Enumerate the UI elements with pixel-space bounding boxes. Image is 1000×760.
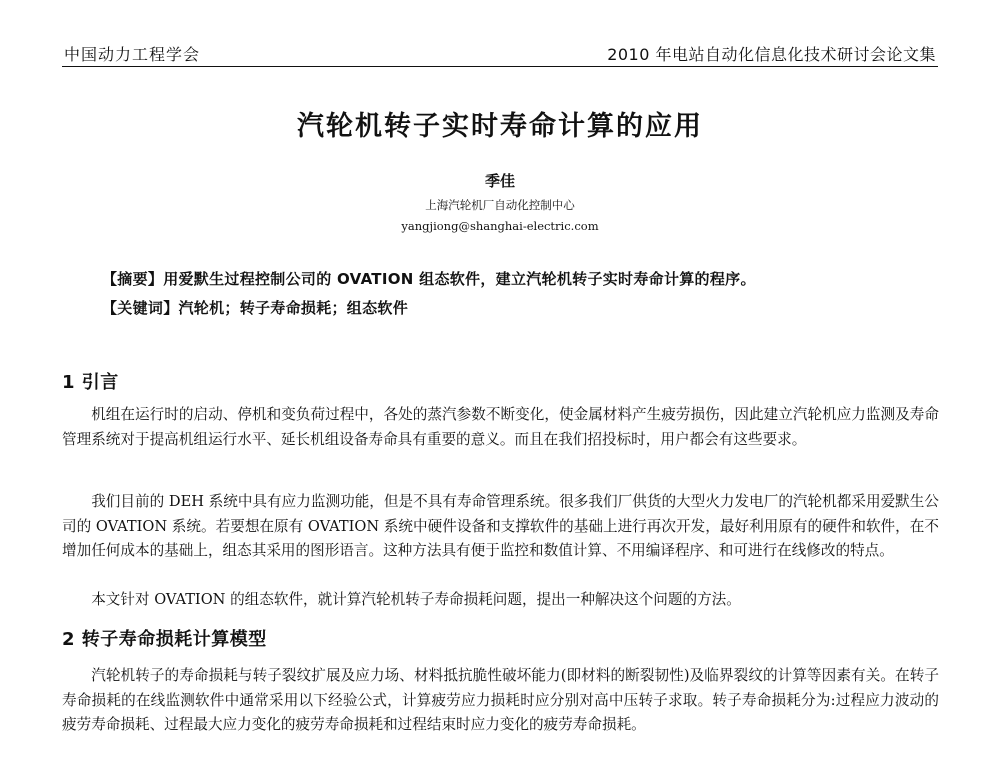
author-name: 季佳 xyxy=(484,172,515,190)
author-affiliation: 上海汽轮机厂自动化控制中心 xyxy=(425,198,575,212)
body-paragraph: 我们目前的 DEH 系统中具有应力监测功能，但是不具有寿命管理系统。很多我们厂供货的大型火力发电厂的汽轮机都采用爱默生公司的 OVATION 系统。若要想在原有 OVATION 系统中硬件设备和支撑软件的基础上进行再次开发，最好利用原有的硬件和软件，在不增加任何成本的基础上，组态其采用的图形语言。这种方法具有便于监控和数值计算、不用编译程序、和可进行在线修改的特点。 xyxy=(62,493,939,560)
author-email: yangjiong@shanghai-electric.com xyxy=(401,219,599,233)
header-society-name: 中国动力工程学会 xyxy=(64,45,201,64)
abstract: 【摘要】用爱默生过程控制公司的 OVATION 组态软件，建立汽轮机转子实时寿命计算的程序。 xyxy=(102,270,756,288)
keywords: 【关键词】汽轮机；转子寿命损耗；组态软件 xyxy=(102,299,409,317)
section-heading-model: 2 转子寿命损耗计算模型 xyxy=(62,629,267,650)
running-header xyxy=(62,38,938,67)
section-heading-introduction: 1 引言 xyxy=(62,372,119,393)
paper-title: 汽轮机转子实时寿命计算的应用 xyxy=(297,111,703,142)
body-paragraph: 本文针对 OVATION 的组态软件，就计算汽轮机转子寿命损耗问题，提出一种解决这个问题的方法。 xyxy=(91,591,741,608)
body-paragraph: 机组在运行时的启动、停机和变负荷过程中，各处的蒸汽参数不断变化，使金属材料产生疲劳损伤，因此建立汽轮机应力监测及寿命管理系统对于提高机组运行水平、延长机组设备寿命具有重要的意义。而且在我们招投标时，用户都会有这些要求。 xyxy=(62,406,939,448)
header-proceedings-title: 2010 年电站自动化信息化技术研讨会论文集 xyxy=(607,45,936,64)
body-paragraph: 汽轮机转子的寿命损耗与转子裂纹扩展及应力场、材料抵抗脆性破坏能力(即材料的断裂韧性)及临界裂纹的计算等因素有关。在转子寿命损耗的在线监测软件中通常采用以下经验公式，计算疲劳应力损耗时应分别对高中压转子求取。转子寿命损耗分为:过程应力波动的疲劳寿命损耗、过程最大应力变化的疲劳寿命损耗和过程结束时应力变化的疲劳寿命损耗。 xyxy=(62,667,939,734)
